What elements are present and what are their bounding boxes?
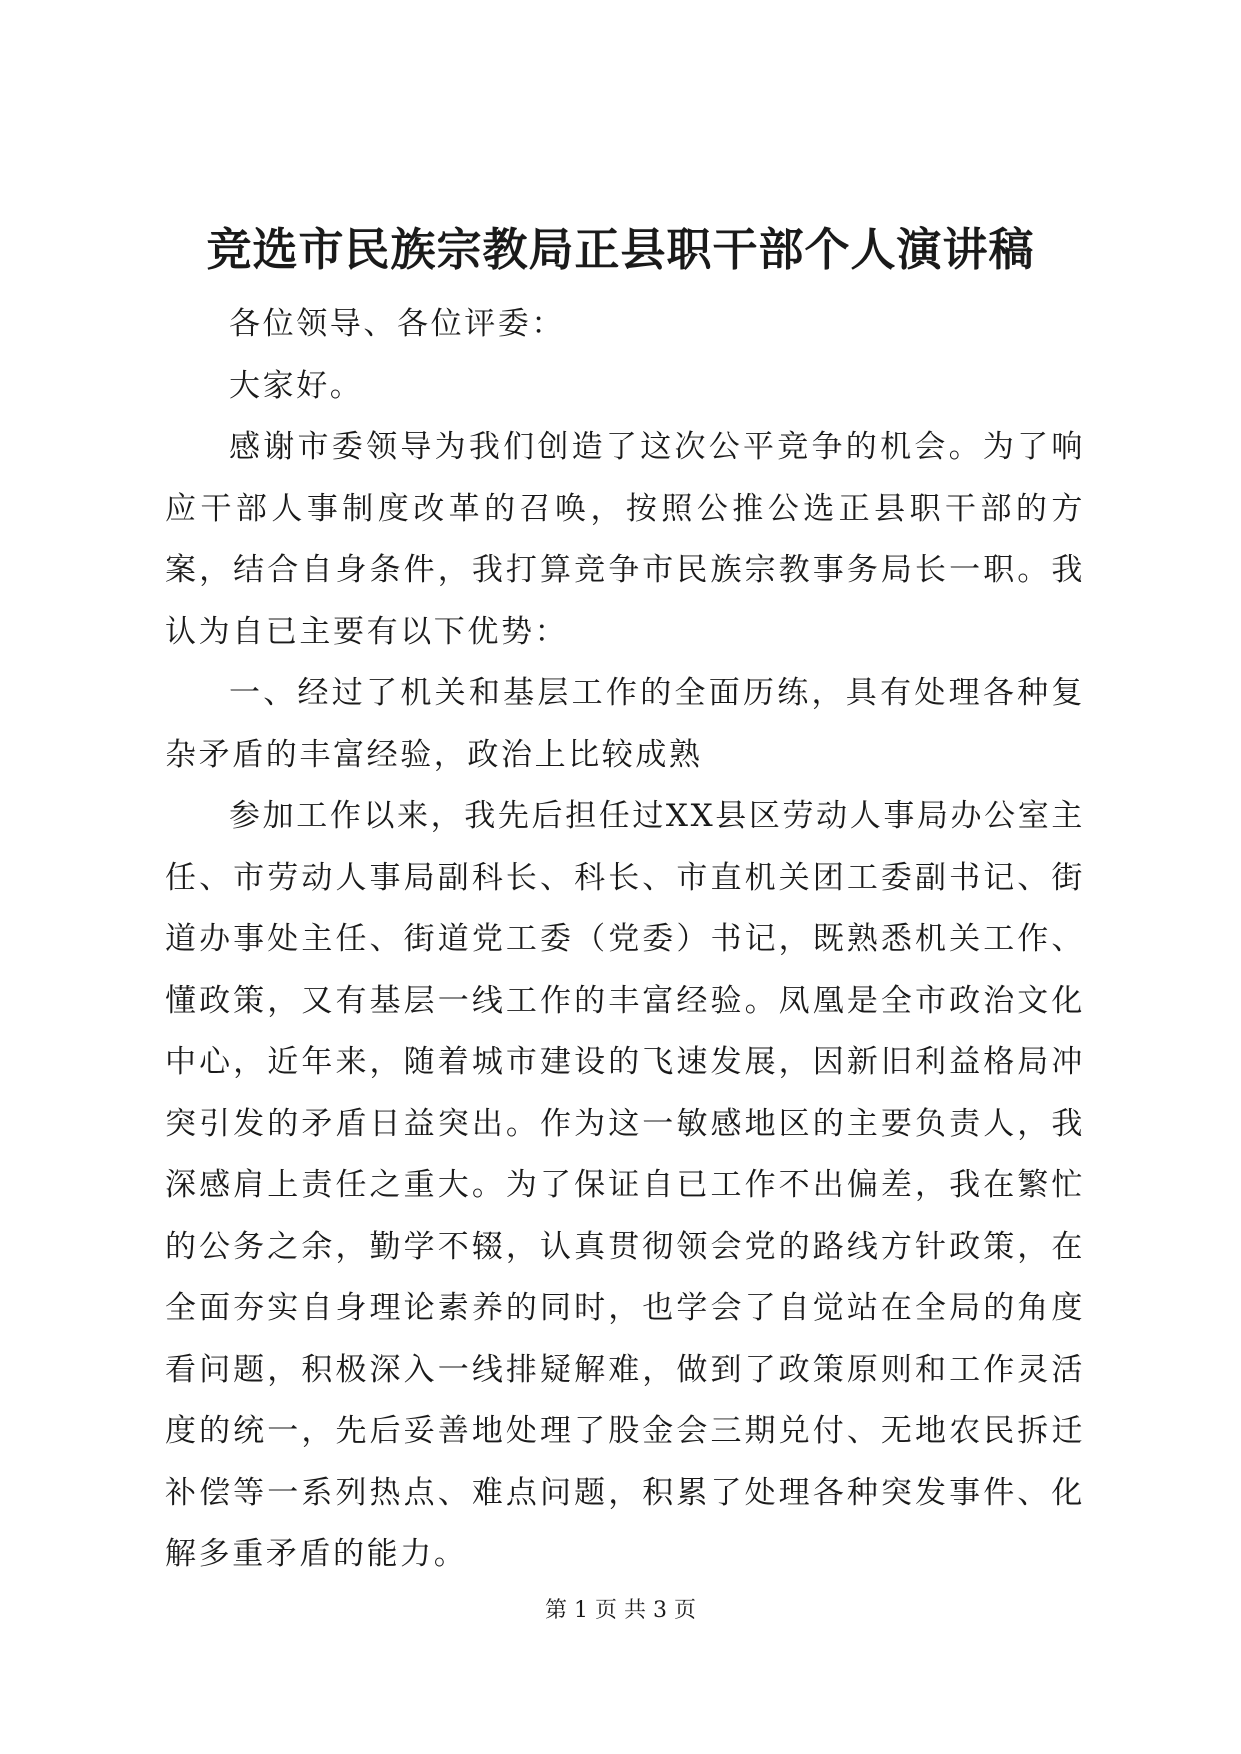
- page-footer: 第 1 页 共 3 页: [545, 1598, 696, 1623]
- greeting-paragraph: 大家好。: [229, 367, 364, 404]
- document-body: [165, 294, 1085, 1586]
- experience-paragraph: 参加工作以来，我先后担任过XX县区劳动人事局办公室主任、市劳动人事局副科长、科长、市直机关团工委副书记、街道办事处主任、街道党工委（党委）书记，既熟悉机关工作、懂政策，又有基层一线工作的丰富经验。凤凰是全市政治文化中心，近年来，随着城市建设的飞速发展，因新旧利益格局冲突引发的矛盾日益突出。作为这一敏感地区的主要负责人，我深感肩上责任之重大。为了保证自已工作不出偏差，我在繁忙的公务之余，勤学不辍，认真贯彻领会党的路线方针政策，在全面夯实自身理论素养的同时，也学会了自觉站在全局的角度看问题，积极深入一线排疑解难，做到了政策原则和工作灵活度的统一，先后妥善地处理了股金会三期兑付、无地农民拆迁补偿等一系列热点、难点问题，积累了处理各种突发事件、化解多重矛盾的能力。: [165, 798, 1085, 1572]
- document-title: 竞选市民族宗教局正县职干部个人演讲稿: [206, 223, 1035, 276]
- section-heading-paragraph: 一、经过了机关和基层工作的全面历练，具有处理各种复杂矛盾的丰富经验，政治上比较成熟: [165, 675, 1085, 773]
- salutation-paragraph: 各位领导、各位评委：: [229, 306, 565, 342]
- intro-paragraph: 感谢市委领导为我们创造了这次公平竞争的机会。为了响应干部人事制度改革的召唤，按照公推公选正县职干部的方案，结合自身条件，我打算竞争市民族宗教事务局长一职。我认为自已主要有以下优势：: [165, 429, 1085, 650]
